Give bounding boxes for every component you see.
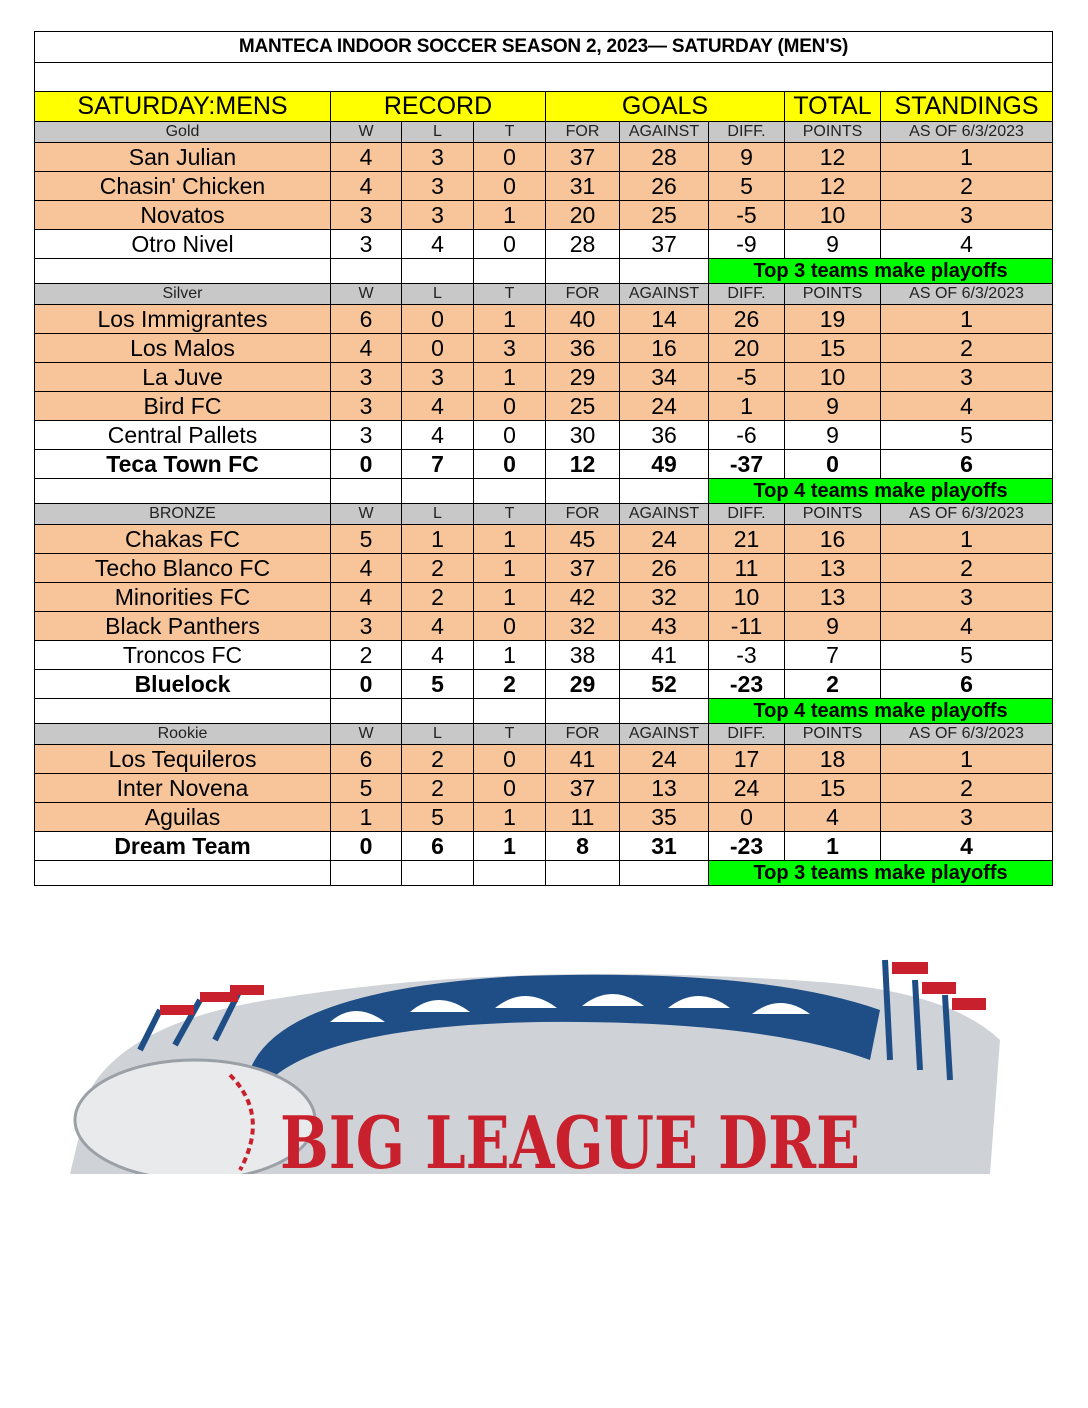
group-name: BRONZE [35,504,331,525]
team-diff: -23 [709,832,785,861]
team-rank: 1 [881,305,1053,334]
empty-cell [35,861,331,886]
team-rank: 5 [881,641,1053,670]
team-rank: 2 [881,774,1053,803]
team-rank: 6 [881,670,1053,699]
team-against: 41 [620,641,709,670]
playoff-note: Top 4 teams make playoffs [709,699,1053,724]
team-against: 16 [620,334,709,363]
team-t: 0 [474,230,546,259]
team-name: Inter Novena [35,774,331,803]
team-diff: 20 [709,334,785,363]
col-as-of-label: AS OF 6/3/2023 [881,284,1053,305]
team-name: San Julian [35,143,331,172]
team-w: 5 [331,525,402,554]
team-points: 19 [785,305,881,334]
team-for: 42 [546,583,620,612]
empty-cell [35,699,331,724]
col-diff-label: DIFF. [709,122,785,143]
team-w: 0 [331,670,402,699]
team-t: 1 [474,554,546,583]
team-row [35,172,1053,201]
empty-cell [35,479,331,504]
team-l: 0 [402,334,474,363]
col-t-label: T [474,504,546,525]
team-diff: 26 [709,305,785,334]
team-rank: 3 [881,803,1053,832]
team-diff: 1 [709,392,785,421]
team-name: Los Tequileros [35,745,331,774]
empty-cell [402,479,474,504]
col-points-label: POINTS [785,284,881,305]
col-against-label: AGAINST [620,284,709,305]
playoff-note-row [35,259,1053,284]
team-for: 40 [546,305,620,334]
team-rank: 5 [881,421,1053,450]
team-diff: -37 [709,450,785,479]
empty-cell [474,699,546,724]
team-for: 45 [546,525,620,554]
team-diff: -6 [709,421,785,450]
team-against: 13 [620,774,709,803]
team-row [35,421,1053,450]
team-rank: 4 [881,612,1053,641]
playoff-note: Top 4 teams make playoffs [709,479,1053,504]
team-t: 0 [474,421,546,450]
page-title: MANTECA INDOOR SOCCER SEASON 2, 2023— SATURDAY (MEN'S) [35,32,1053,63]
team-against: 24 [620,745,709,774]
col-l-label: L [402,122,474,143]
col-for-label: FOR [546,724,620,745]
team-against: 25 [620,201,709,230]
team-rank: 1 [881,525,1053,554]
team-name: La Juve [35,363,331,392]
team-row [35,641,1053,670]
group-name: Gold [35,122,331,143]
team-t: 1 [474,641,546,670]
team-against: 14 [620,305,709,334]
team-w: 3 [331,612,402,641]
empty-cell [331,259,402,284]
team-row [35,774,1053,803]
team-t: 3 [474,334,546,363]
team-t: 0 [474,450,546,479]
team-row [35,554,1053,583]
team-row [35,525,1053,554]
team-row [35,612,1053,641]
team-t: 1 [474,305,546,334]
team-l: 2 [402,583,474,612]
team-t: 0 [474,172,546,201]
empty-cell [331,861,402,886]
col-points-label: POINTS [785,504,881,525]
team-row [35,363,1053,392]
team-l: 4 [402,230,474,259]
team-w: 6 [331,745,402,774]
team-w: 3 [331,421,402,450]
team-w: 4 [331,334,402,363]
team-against: 34 [620,363,709,392]
team-rank: 3 [881,363,1053,392]
team-name: Otro Nivel [35,230,331,259]
col-w-label: W [331,122,402,143]
team-points: 9 [785,392,881,421]
team-points: 13 [785,583,881,612]
team-t: 2 [474,670,546,699]
col-t-label: T [474,122,546,143]
group-name: Rookie [35,724,331,745]
team-l: 3 [402,172,474,201]
team-for: 28 [546,230,620,259]
col-for-label: FOR [546,504,620,525]
team-row [35,832,1053,861]
header-division: SATURDAY:MENS [35,92,331,122]
header-total: TOTAL [785,92,881,122]
empty-cell [474,861,546,886]
col-t-label: T [474,724,546,745]
team-points: 15 [785,334,881,363]
team-l: 4 [402,421,474,450]
team-l: 2 [402,774,474,803]
col-w-label: W [331,284,402,305]
team-rank: 2 [881,334,1053,363]
empty-cell [331,699,402,724]
team-name: Aguilas [35,803,331,832]
empty-cell [620,861,709,886]
big-league-dreams-logo [0,950,1088,1174]
team-name: Bluelock [35,670,331,699]
empty-cell [402,699,474,724]
team-name: Bird FC [35,392,331,421]
team-name: Central Pallets [35,421,331,450]
team-against: 24 [620,525,709,554]
team-t: 1 [474,201,546,230]
header-row [35,92,1053,122]
team-l: 3 [402,143,474,172]
empty-cell [620,259,709,284]
team-w: 5 [331,774,402,803]
team-row [35,305,1053,334]
col-against-label: AGAINST [620,724,709,745]
team-diff: -11 [709,612,785,641]
team-l: 5 [402,803,474,832]
team-for: 25 [546,392,620,421]
team-rank: 2 [881,554,1053,583]
team-name: Minorities FC [35,583,331,612]
team-points: 18 [785,745,881,774]
team-for: 29 [546,670,620,699]
team-diff: -3 [709,641,785,670]
team-l: 1 [402,525,474,554]
col-points-label: POINTS [785,122,881,143]
col-l-label: L [402,284,474,305]
team-t: 0 [474,143,546,172]
team-points: 7 [785,641,881,670]
empty-cell [546,479,620,504]
team-against: 52 [620,670,709,699]
col-diff-label: DIFF. [709,284,785,305]
team-l: 4 [402,641,474,670]
team-w: 4 [331,583,402,612]
team-rank: 1 [881,143,1053,172]
team-points: 9 [785,230,881,259]
team-row [35,334,1053,363]
empty-cell [35,259,331,284]
team-row [35,450,1053,479]
team-t: 1 [474,525,546,554]
col-for-label: FOR [546,122,620,143]
team-against: 31 [620,832,709,861]
team-for: 41 [546,745,620,774]
team-l: 2 [402,745,474,774]
team-name: Techo Blanco FC [35,554,331,583]
team-row [35,670,1053,699]
team-against: 36 [620,421,709,450]
team-l: 6 [402,832,474,861]
empty-cell [620,479,709,504]
team-row [35,143,1053,172]
team-against: 32 [620,583,709,612]
team-row [35,201,1053,230]
group-header-row [35,504,1053,525]
team-w: 0 [331,832,402,861]
col-as-of-label: AS OF 6/3/2023 [881,724,1053,745]
team-l: 7 [402,450,474,479]
team-for: 37 [546,554,620,583]
group-header-row [35,122,1053,143]
team-for: 36 [546,334,620,363]
team-w: 1 [331,803,402,832]
team-l: 4 [402,612,474,641]
col-l-label: L [402,724,474,745]
team-w: 3 [331,201,402,230]
team-for: 32 [546,612,620,641]
team-points: 15 [785,774,881,803]
team-rank: 4 [881,832,1053,861]
team-name: Chakas FC [35,525,331,554]
team-l: 2 [402,554,474,583]
team-points: 16 [785,525,881,554]
team-w: 3 [331,392,402,421]
team-diff: 21 [709,525,785,554]
group-header-row [35,284,1053,305]
team-for: 8 [546,832,620,861]
team-points: 9 [785,421,881,450]
header-goals: GOALS [546,92,785,122]
col-as-of-label: AS OF 6/3/2023 [881,504,1053,525]
col-diff-label: DIFF. [709,504,785,525]
team-t: 1 [474,583,546,612]
team-l: 5 [402,670,474,699]
team-points: 10 [785,201,881,230]
team-points: 2 [785,670,881,699]
team-t: 0 [474,774,546,803]
team-name: Los Immigrantes [35,305,331,334]
team-for: 38 [546,641,620,670]
team-points: 4 [785,803,881,832]
team-points: 12 [785,172,881,201]
header-standings: STANDINGS [881,92,1053,122]
team-against: 43 [620,612,709,641]
logo-text: BIG LEAGUE DRE [280,1100,860,1174]
team-against: 28 [620,143,709,172]
team-for: 20 [546,201,620,230]
team-diff: 5 [709,172,785,201]
team-w: 3 [331,363,402,392]
team-w: 3 [331,230,402,259]
empty-cell [474,479,546,504]
team-diff: 17 [709,745,785,774]
team-against: 49 [620,450,709,479]
team-against: 37 [620,230,709,259]
team-row [35,583,1053,612]
team-diff: 11 [709,554,785,583]
team-diff: 9 [709,143,785,172]
team-w: 6 [331,305,402,334]
team-t: 1 [474,832,546,861]
team-rank: 4 [881,392,1053,421]
team-diff: 0 [709,803,785,832]
team-rank: 4 [881,230,1053,259]
team-w: 4 [331,143,402,172]
team-for: 12 [546,450,620,479]
team-l: 3 [402,201,474,230]
team-diff: -5 [709,201,785,230]
team-t: 0 [474,392,546,421]
team-for: 29 [546,363,620,392]
playoff-note: Top 3 teams make playoffs [709,861,1053,886]
empty-cell [546,259,620,284]
team-w: 0 [331,450,402,479]
header-record: RECORD [331,92,546,122]
team-row [35,803,1053,832]
team-diff: 10 [709,583,785,612]
team-name: Teca Town FC [35,450,331,479]
team-name: Troncos FC [35,641,331,670]
col-for-label: FOR [546,284,620,305]
col-as-of-label: AS OF 6/3/2023 [881,122,1053,143]
team-name: Black Panthers [35,612,331,641]
playoff-note-row [35,479,1053,504]
team-points: 12 [785,143,881,172]
team-points: 13 [785,554,881,583]
empty-cell [474,259,546,284]
team-l: 4 [402,392,474,421]
col-t-label: T [474,284,546,305]
team-row [35,230,1053,259]
team-name: Novatos [35,201,331,230]
team-points: 10 [785,363,881,392]
empty-cell [546,699,620,724]
playoff-note: Top 3 teams make playoffs [709,259,1053,284]
team-against: 35 [620,803,709,832]
spacer-row [35,63,1053,92]
team-name: Dream Team [35,832,331,861]
col-w-label: W [331,504,402,525]
team-points: 9 [785,612,881,641]
team-rank: 3 [881,201,1053,230]
team-name: Los Malos [35,334,331,363]
team-for: 31 [546,172,620,201]
team-against: 24 [620,392,709,421]
team-diff: 24 [709,774,785,803]
team-t: 1 [474,803,546,832]
team-row [35,392,1053,421]
col-l-label: L [402,504,474,525]
team-rank: 2 [881,172,1053,201]
team-rank: 1 [881,745,1053,774]
team-diff: -9 [709,230,785,259]
standings-table [34,31,1053,886]
col-w-label: W [331,724,402,745]
team-l: 3 [402,363,474,392]
col-diff-label: DIFF. [709,724,785,745]
team-points: 1 [785,832,881,861]
col-points-label: POINTS [785,724,881,745]
group-header-row [35,724,1053,745]
team-for: 37 [546,774,620,803]
team-w: 2 [331,641,402,670]
team-t: 0 [474,612,546,641]
col-against-label: AGAINST [620,122,709,143]
team-rank: 3 [881,583,1053,612]
team-t: 1 [474,363,546,392]
team-against: 26 [620,172,709,201]
col-against-label: AGAINST [620,504,709,525]
team-t: 0 [474,745,546,774]
team-w: 4 [331,554,402,583]
team-row [35,745,1053,774]
playoff-note-row [35,699,1053,724]
team-diff: -5 [709,363,785,392]
team-l: 0 [402,305,474,334]
team-against: 26 [620,554,709,583]
empty-cell [331,479,402,504]
team-for: 30 [546,421,620,450]
team-rank: 6 [881,450,1053,479]
team-diff: -23 [709,670,785,699]
team-for: 37 [546,143,620,172]
team-w: 4 [331,172,402,201]
empty-cell [402,259,474,284]
playoff-note-row [35,861,1053,886]
group-name: Silver [35,284,331,305]
team-name: Chasin' Chicken [35,172,331,201]
empty-cell [546,861,620,886]
empty-cell [620,699,709,724]
team-for: 11 [546,803,620,832]
team-points: 0 [785,450,881,479]
empty-cell [402,861,474,886]
